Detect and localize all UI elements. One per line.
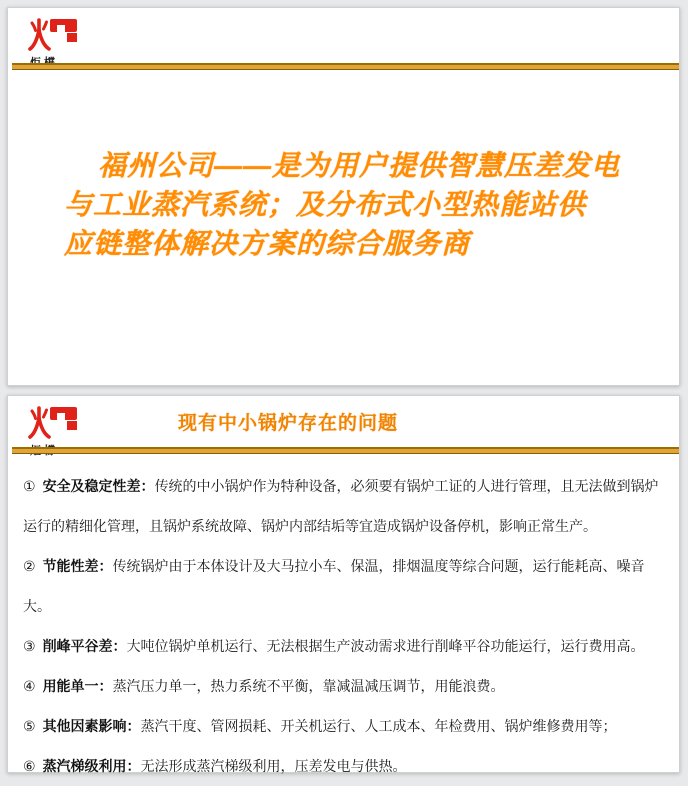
item-number: ③ (23, 638, 36, 654)
slide1-headline (64, 146, 643, 263)
slide2-title: 现有中小锅炉存在的问题 (178, 413, 399, 434)
item-number: ② (23, 558, 36, 574)
headline-line-1: 福州公司——是为用户提供智慧压差发电 (98, 150, 621, 181)
gold-divider-line (12, 63, 679, 70)
problem-item (23, 746, 659, 786)
item-label: 削峰平谷差： (42, 638, 127, 654)
item-text: 传统锅炉由于本体设计及大马拉小车、保温，排烟温度等综合问题，运行能耗高、噪音大。 (23, 558, 645, 614)
item-label: 蒸汽梯级利用： (42, 758, 141, 774)
slide-2 (7, 395, 680, 773)
gold-divider-line (12, 447, 679, 454)
problem-item (23, 626, 659, 666)
problem-item (23, 546, 659, 626)
item-text: 蒸汽压力单一，热力系统不平衡，靠减温减压调节，用能浪费。 (112, 678, 505, 694)
problem-list (23, 466, 659, 786)
company-logo (28, 15, 98, 70)
item-text: 传统的中小锅炉作为特种设备，必须要有锅炉工证的人进行管理，且无法做到锅炉运行的精细化管理，且锅炉系统故障、锅炉内部结垢等宜造成锅炉设备停机，影响正常生产。 (23, 478, 659, 534)
item-label: 其他因素影响： (42, 718, 141, 734)
headline-line-2: 与工业蒸汽系统；及分布式小型热能站供 (64, 189, 587, 220)
item-label: 安全及稳定性差： (42, 478, 155, 494)
problem-item (23, 706, 659, 746)
item-number: ① (23, 478, 36, 494)
slide-1 (7, 7, 680, 386)
flame-logo-icon (28, 403, 98, 441)
item-number: ④ (23, 678, 36, 694)
item-text: 蒸汽干度、管网损耗、开关机运行、人工成本、年检费用、锅炉维修费用等； (140, 718, 617, 734)
item-text: 大吨位锅炉单机运行、无法根据生产波动需求进行削峰平谷功能运行，运行费用高。 (126, 638, 645, 654)
item-label: 节能性差： (42, 558, 113, 574)
item-label: 用能单一： (42, 678, 113, 694)
item-number: ⑥ (23, 758, 36, 774)
flame-logo-icon (28, 15, 98, 53)
problem-item (23, 466, 659, 546)
problem-item (23, 666, 659, 706)
headline-line-3: 应链整体解决方案的综合服务商 (64, 228, 471, 259)
item-text: 无法形成蒸汽梯级利用，压差发电与供热。 (140, 758, 407, 774)
item-number: ⑤ (23, 718, 36, 734)
